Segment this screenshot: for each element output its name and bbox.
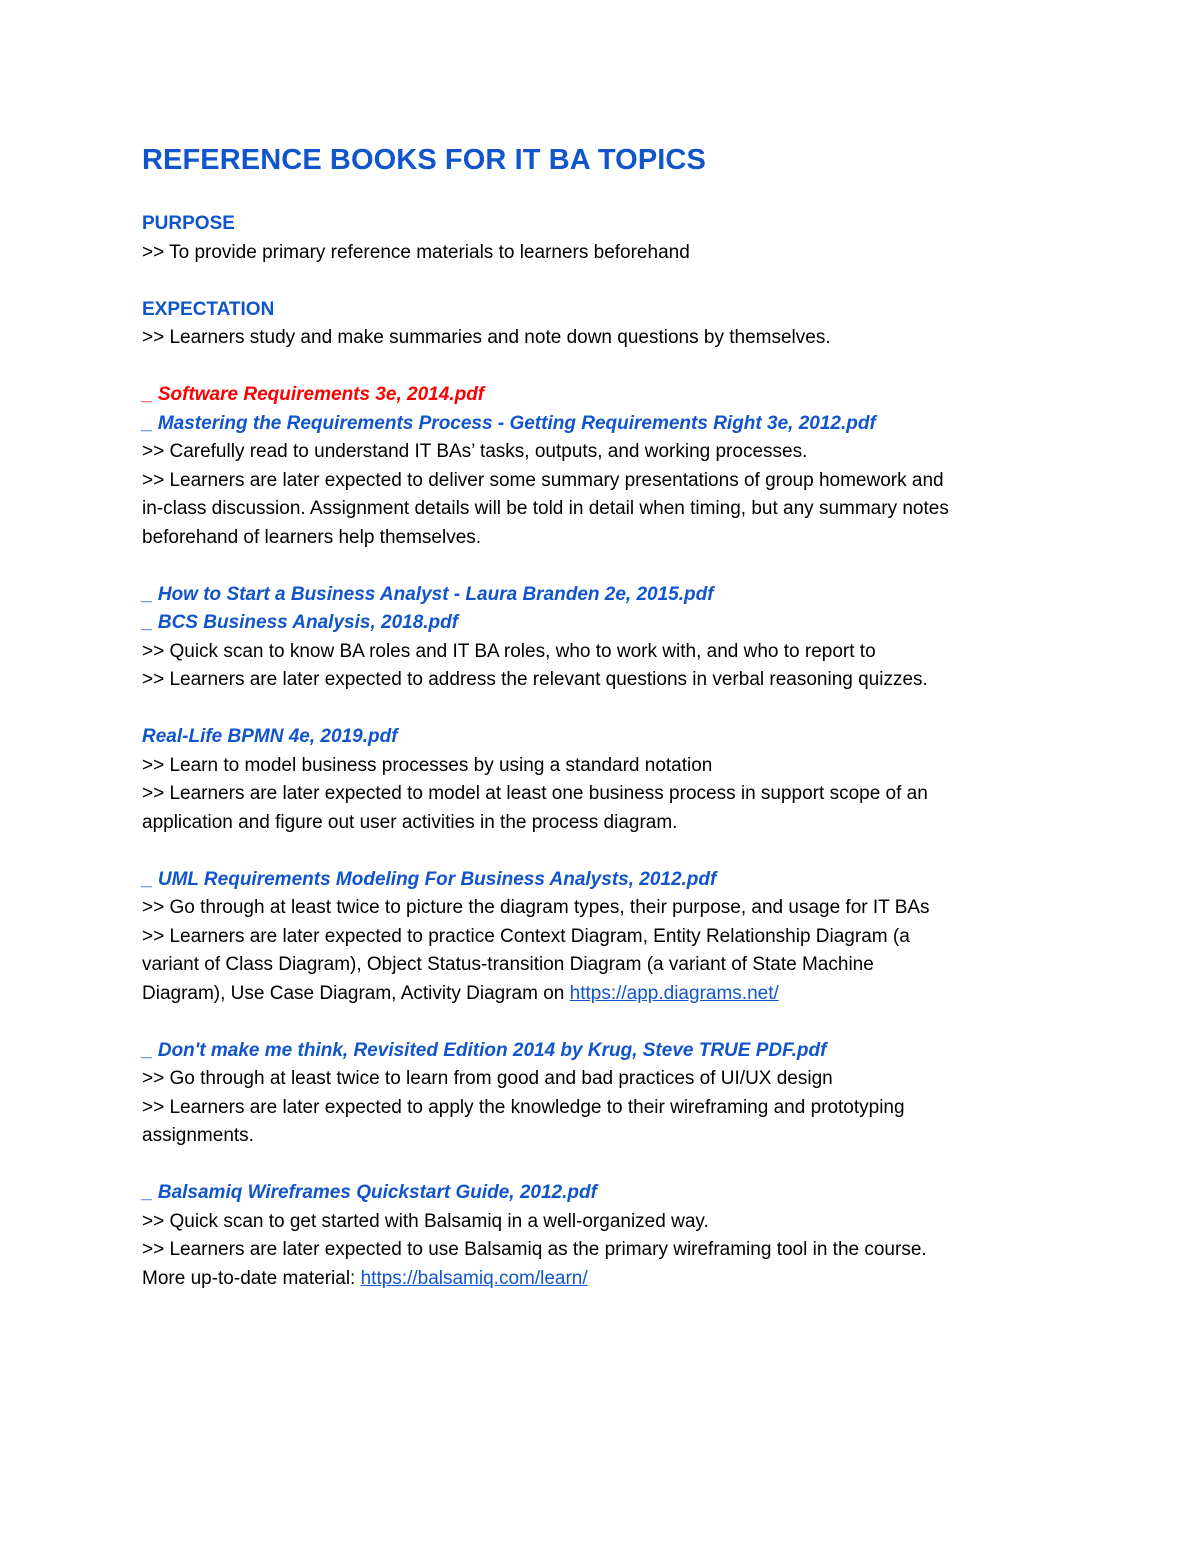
book-section-software-requirements: [142, 381, 1072, 552]
book-section-business-analyst: [142, 581, 1072, 695]
section-line: assignments.: [142, 1125, 254, 1146]
book-title: _ Software Requirements 3e, 2014.pdf: [142, 384, 485, 405]
link-prefix: Diagram), Use Case Diagram, Activity Diagram on: [142, 982, 570, 1004]
section-line: >> Quick scan to know BA roles and IT BA roles, who to work with, and who to report to: [142, 640, 876, 662]
document-body: [142, 140, 1072, 1293]
section-line: >> Go through at least twice to learn from good and bad practices of UI/UX design: [142, 1068, 833, 1089]
section-line: >> Learners are later expected to practice Context Diagram, Entity Relationship Diagram (a: [142, 925, 910, 947]
section-line: variant of Class Diagram), Object Status-transition Diagram (a variant of State Machine: [142, 954, 874, 975]
book-section-bpmn: [142, 723, 1072, 837]
section-line: application and figure out user activities in the process diagram.: [142, 811, 678, 833]
section-line-with-link: [142, 980, 1072, 1009]
book-section-balsamiq: [142, 1179, 1072, 1293]
purpose-heading: PURPOSE: [142, 213, 235, 234]
section-line: >> Learn to model business processes by using a standard notation: [142, 754, 713, 776]
section-line: >> Learners are later expected to use Balsamiq as the primary wireframing tool in the course.: [142, 1239, 927, 1260]
section-line: >> Learners are later expected to model at least one business process in support scope of an: [142, 783, 928, 804]
section-line: >> Quick scan to get started with Balsamiq in a well-organized way.: [142, 1210, 709, 1232]
book-title: _ Balsamiq Wireframes Quickstart Guide, 2012.pdf: [142, 1182, 597, 1203]
book-title: _ UML Requirements Modeling For Business Analysts, 2012.pdf: [142, 868, 717, 890]
expectation-heading: EXPECTATION: [142, 298, 275, 320]
book-title: _ BCS Business Analysis, 2018.pdf: [142, 612, 459, 633]
section-line: >> Go through at least twice to picture the diagram types, their purpose, and usage for IT BAs: [142, 897, 930, 918]
section-line: >> Learners are later expected to deliver some summary presentations of group homework and: [142, 469, 944, 491]
book-section-dont-make-me-think: [142, 1037, 1072, 1151]
link-prefix: More up-to-date material:: [142, 1267, 361, 1289]
section-line: >> Learners are later expected to apply the knowledge to their wireframing and prototyping: [142, 1096, 905, 1118]
purpose-text: >> To provide primary reference materials to learners beforehand: [142, 241, 690, 263]
section-line: in-class discussion. Assignment details will be told in detail when timing, but any summary notes: [142, 498, 949, 519]
expectation-text: >> Learners study and make summaries and note down questions by themselves.: [142, 327, 831, 348]
section-line-with-link: [142, 1265, 1072, 1294]
section-line: >> Carefully read to understand IT BAs’ tasks, outputs, and working processes.: [142, 441, 808, 462]
document-title: REFERENCE BOOKS FOR IT BA TOPICS: [142, 144, 706, 176]
book-section-uml: [142, 866, 1072, 1009]
section-line: beforehand of learners help themselves.: [142, 526, 482, 548]
book-title: _ Mastering the Requirements Process - Getting Requirements Right 3e, 2012.pdf: [142, 412, 876, 434]
book-title: _ How to Start a Business Analyst - Laura Branden 2e, 2015.pdf: [142, 583, 714, 605]
balsamiq-learn-link[interactable]: https://balsamiq.com/learn/: [360, 1267, 588, 1289]
section-line: >> Learners are later expected to address the relevant questions in verbal reasoning quizzes.: [142, 669, 928, 690]
diagrams-net-link[interactable]: https://app.diagrams.net/: [569, 982, 779, 1004]
book-title: _ Don't make me think, Revisited Edition 2014 by Krug, Steve TRUE PDF.pdf: [142, 1039, 827, 1061]
book-title: Real-Life BPMN 4e, 2019.pdf: [142, 726, 398, 747]
